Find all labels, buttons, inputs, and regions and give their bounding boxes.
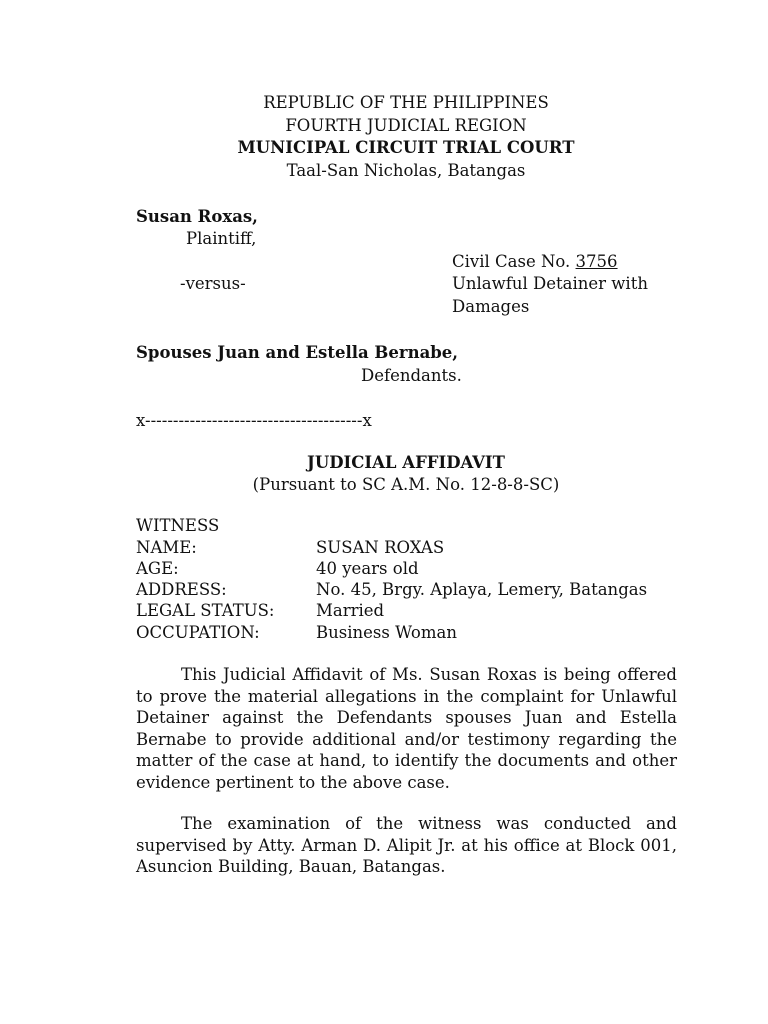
header-location: Taal-San Nicholas, Batangas	[286, 161, 526, 180]
case-nature-line-1: Unlawful Detainer with	[452, 274, 648, 293]
case-number: 3756	[575, 252, 618, 271]
header-court: MUNICIPAL CIRCUIT TRIAL COURT	[237, 138, 575, 157]
witness-row-label: OCCUPATION:	[136, 623, 260, 642]
body-paragraph-examination: The examination of the witness was conducted and supervised by Atty. Arman D. Alipit Jr. at his office at Block 001, Asuncion Building, Bauan, Batangas.	[136, 814, 677, 877]
defendant-name: Spouses Juan and Estella Bernabe,	[136, 343, 459, 362]
defendant-role: Defendants.	[361, 366, 462, 385]
witness-row-value: No. 45, Brgy. Aplaya, Lemery, Batangas	[316, 580, 648, 599]
witness-row-label: AGE:	[136, 559, 179, 578]
affidavit-subtitle: (Pursuant to SC A.M. No. 12-8-8-SC)	[252, 475, 560, 494]
witness-row-label: LEGAL STATUS:	[136, 601, 275, 620]
body-paragraph-purpose: This Judicial Affidavit of Ms. Susan Roxas is being offered to prove the material allegations in the complaint for Unlawful Detainer against the Defendants spouses Juan and Estella Bernabe to provide additional and/or testimony regarding the matter of the case at hand, to identify the documents and other evidence pertinent to the above case.	[136, 665, 677, 792]
case-nature-line-2: Damages	[452, 297, 530, 316]
case-number-line	[452, 251, 618, 273]
plaintiff-name: Susan Roxas,	[136, 207, 258, 226]
witness-row-value: 40 years old	[316, 559, 419, 578]
header-region: FOURTH JUDICIAL REGION	[285, 116, 527, 135]
witness-row-value: SUSAN ROXAS	[316, 538, 445, 557]
witness-row-value: Married	[316, 601, 385, 620]
header-republic: REPUBLIC OF THE PHILIPPINES	[263, 93, 549, 112]
affidavit-title: JUDICIAL AFFIDAVIT	[307, 453, 505, 472]
witness-row-label: ADDRESS:	[136, 580, 227, 599]
witness-row-value: Business Woman	[316, 623, 457, 642]
caption-separator: x---------------------------------------x	[136, 411, 372, 430]
plaintiff-role: Plaintiff,	[186, 229, 257, 248]
versus-label: -versus-	[180, 274, 246, 293]
witness-section-label: WITNESS	[136, 516, 220, 535]
witness-row-label: NAME:	[136, 538, 197, 557]
case-label: Civil Case No.	[452, 252, 571, 271]
